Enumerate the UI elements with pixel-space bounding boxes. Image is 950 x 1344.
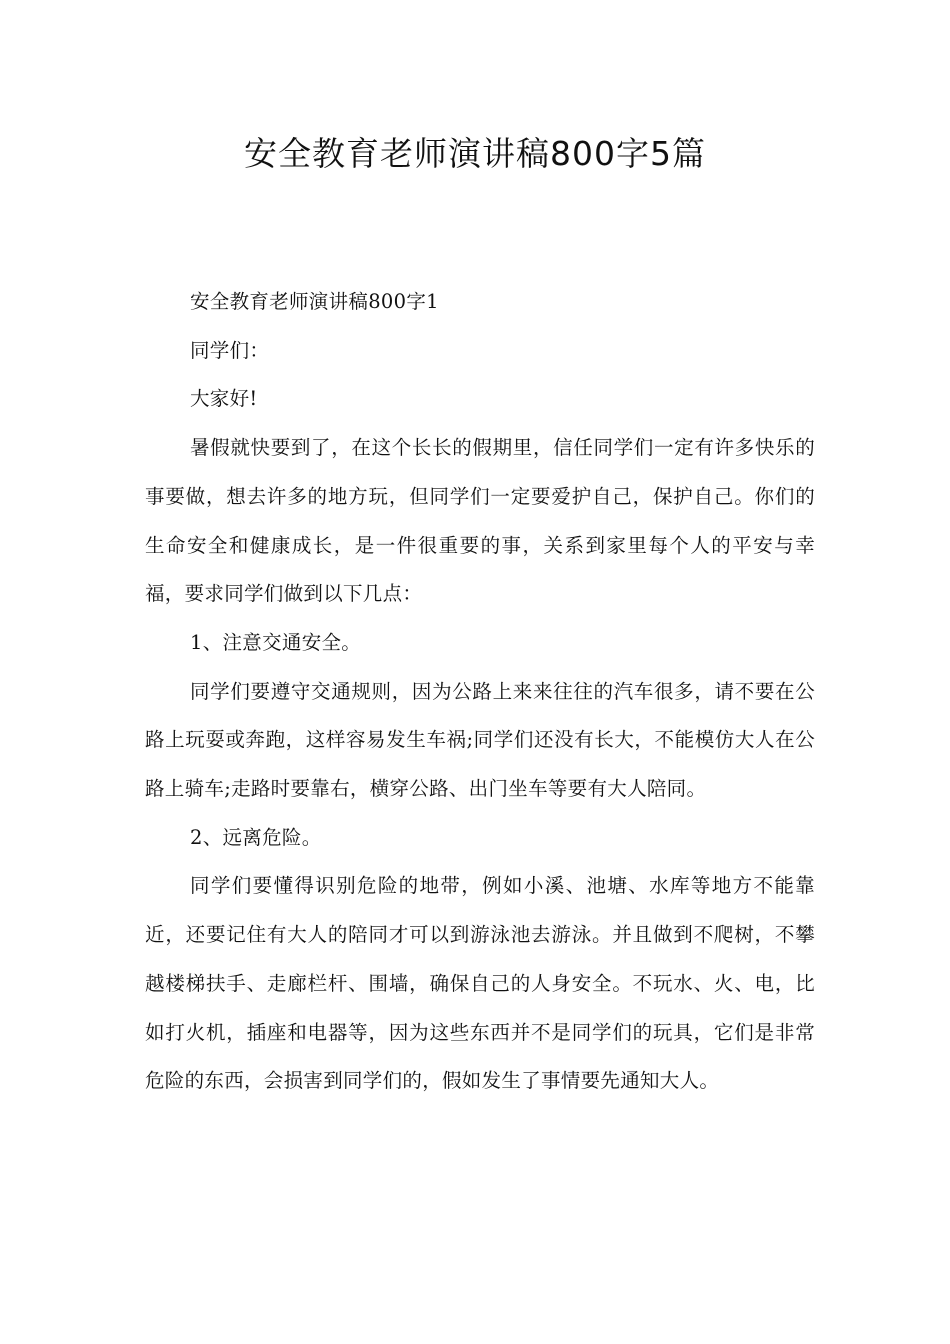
salutation: 同学们： <box>190 338 270 362</box>
document-title: 安全教育老师演讲稿800字5篇 <box>244 134 706 173</box>
danger-paragraph: 同学们要懂得识别危险的地带，例如小溪、池塘、水库等地方不能靠近，还要记住有大人的陪同才可以到游泳池去游泳。并且做到不爬树，不攀越楼梯扶手、走廊栏杆、围墙，确保自己的人身安全。不玩水、火、电，比如打火机，插座和电器等，因为这些东西并不是同学们的玩具，它们是非常危险的东西，会损害到同学们的，假如发生了事情要先通知大人。 <box>145 874 815 1093</box>
section-heading: 安全教育老师演讲稿800字1 <box>190 290 439 313</box>
greeting: 大家好! <box>190 387 258 411</box>
point-heading-danger: 2、远离危险。 <box>190 825 322 849</box>
point-heading-traffic: 1、注意交通安全。 <box>190 630 362 654</box>
traffic-paragraph: 同学们要遵守交通规则，因为公路上来来往往的汽车很多，请不要在公路上玩耍或奔跑，这样容易发生车祸;同学们还没有长大，不能模仿大人在公路上骑车;走路时要靠右，横穿公路、出门坐车等要有大人陪同。 <box>145 679 815 801</box>
document-body <box>145 278 815 1106</box>
intro-paragraph: 暑假就快要到了，在这个长长的假期里，信任同学们一定有许多快乐的事要做，想去许多的地方玩，但同学们一定要爱护自己，保护自己。你们的生命安全和健康成长，是一件很重要的事，关系到家里每个人的平安与幸福，要求同学们做到以下几点： <box>145 436 815 606</box>
